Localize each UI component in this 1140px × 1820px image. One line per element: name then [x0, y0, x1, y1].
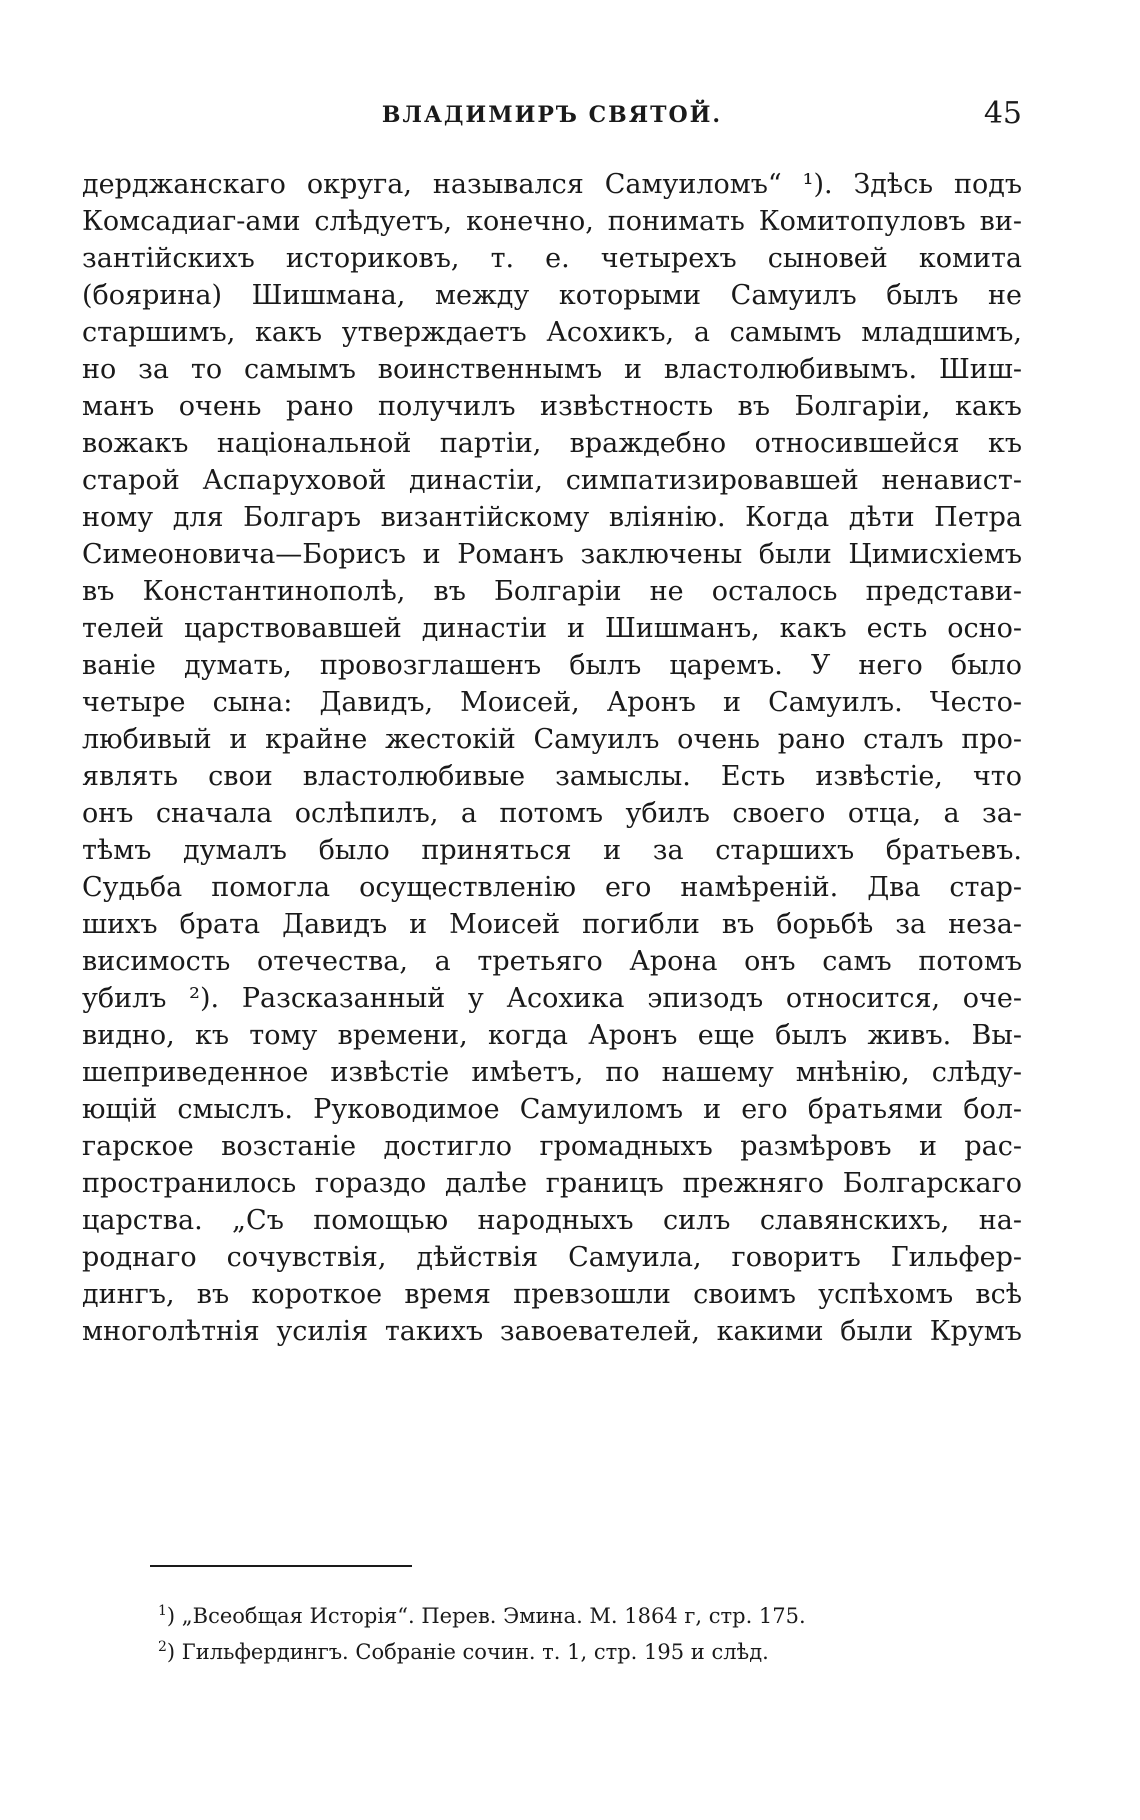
- text-line: телей царствовавшей династiи и Шишманъ, какъ есть осно-: [82, 613, 1022, 644]
- body-text: [82, 166, 1022, 1350]
- text-line: роднаго сочувствiя, дѣйствiя Самуила, говоритъ Гильфер-: [82, 1242, 1022, 1273]
- text-line: висимость отечества, а третьяго Арона онъ самъ потомъ: [82, 946, 1022, 977]
- text-line: дерджанскаго округа, назывался Самуиломъ“ ¹). Здѣсь подъ: [82, 169, 1022, 200]
- text-line: въ Константинополѣ, въ Болгарiи не осталось представи-: [82, 576, 1022, 607]
- text-line: любивый и крайне жестокiй Самуилъ очень рано сталъ про-: [82, 724, 1022, 755]
- text-line: ющiй смыслъ. Руководимое Самуиломъ и его братьями бол-: [82, 1094, 1022, 1125]
- text-line: зантiйскихъ историковъ, т. е. четырехъ сыновей комита: [82, 243, 1022, 274]
- text-line: пространилось гораздо далѣе границъ прежняго Болгарскаго: [82, 1168, 1022, 1199]
- running-head: [82, 96, 1022, 136]
- text-line: (боярина) Шишмана, между которыми Самуилъ былъ не: [82, 280, 1022, 311]
- footnote-text: ) „Всеобщая Исторiя“. Перев. Эмина. М. 1864 г, стр. 175.: [166, 1604, 806, 1628]
- footnote-rule: [150, 1565, 412, 1567]
- text-line: четыре сына: Давидъ, Моисей, Аронъ и Самуилъ. Често-: [82, 687, 1022, 718]
- text-line: гарское возстанiе достигло громадныхъ размѣровъ и рас-: [82, 1131, 1022, 1162]
- text-line: но за то самымъ воинственнымъ и властолюбивымъ. Шиш-: [82, 354, 1022, 385]
- text-line: старой Аспаруховой династiи, симпатизировавшей ненавист-: [82, 465, 1022, 496]
- text-line: видно, къ тому времени, когда Аронъ еще былъ живъ. Вы-: [82, 1020, 1022, 1051]
- text-line: манъ очень рано получилъ извѣстность въ Болгарiи, какъ: [82, 391, 1022, 422]
- text-line: вожакъ нацiональной партiи, враждебно относившейся къ: [82, 428, 1022, 459]
- footnotes: [158, 1598, 1022, 1670]
- text-line: ванiе думать, провозглашенъ былъ царемъ. У него было: [82, 650, 1022, 681]
- text-line: дингъ, въ короткое время превзошли своимъ успѣхомъ всѣ: [82, 1279, 1022, 1310]
- running-title: ВЛАДИМИРЪ СВЯТОЙ.: [381, 102, 723, 128]
- text-line: Судьба помогла осуществленiю его намѣренiй. Два стар-: [82, 872, 1022, 903]
- text-line: шеприведенное извѣстiе имѣетъ, по нашему мнѣнiю, слѣду-: [82, 1057, 1022, 1088]
- footnote: [158, 1598, 1022, 1634]
- footnote-mark: 2: [158, 1639, 167, 1655]
- text-line: шихъ брата Давидъ и Моисей погибли въ борьбѣ за неза-: [82, 909, 1022, 940]
- text-line: старшимъ, какъ утверждаетъ Асохикъ, а самымъ младшимъ,: [82, 317, 1022, 348]
- text-line: Комсадиаг-ами слѣдуетъ, конечно, понимать Комитопуловъ ви-: [82, 206, 1022, 237]
- text-line: являть свои властолюбивые замыслы. Есть извѣстiе, что: [82, 761, 1022, 792]
- text-line: многолѣтнiя усилiя такихъ завоевателей, какими были Крумъ: [82, 1316, 1022, 1347]
- text-line: Симеоновича—Борисъ и Романъ заключены были Цимисхiемъ: [82, 539, 1022, 570]
- footnote-text: ) Гильфердингъ. Собранiе сочин. т. 1, стр. 195 и слѣд.: [166, 1640, 769, 1664]
- page-number: 45: [983, 96, 1022, 131]
- text-line: ному для Болгаръ византiйскому влiянiю. Когда дѣти Петра: [82, 502, 1022, 533]
- text-line: онъ сначала ослѣпилъ, а потомъ убилъ своего отца, а за-: [82, 798, 1022, 829]
- footnote: [158, 1634, 1022, 1670]
- text-line: царства. „Съ помощью народныхъ силъ славянскихъ, на-: [82, 1205, 1022, 1236]
- footnote-mark: 1: [158, 1603, 167, 1619]
- text-line: тѣмъ думалъ было приняться и за старшихъ братьевъ.: [82, 835, 1022, 866]
- text-line: убилъ ²). Разсказанный у Асохика эпизодъ относится, оче-: [82, 983, 1022, 1014]
